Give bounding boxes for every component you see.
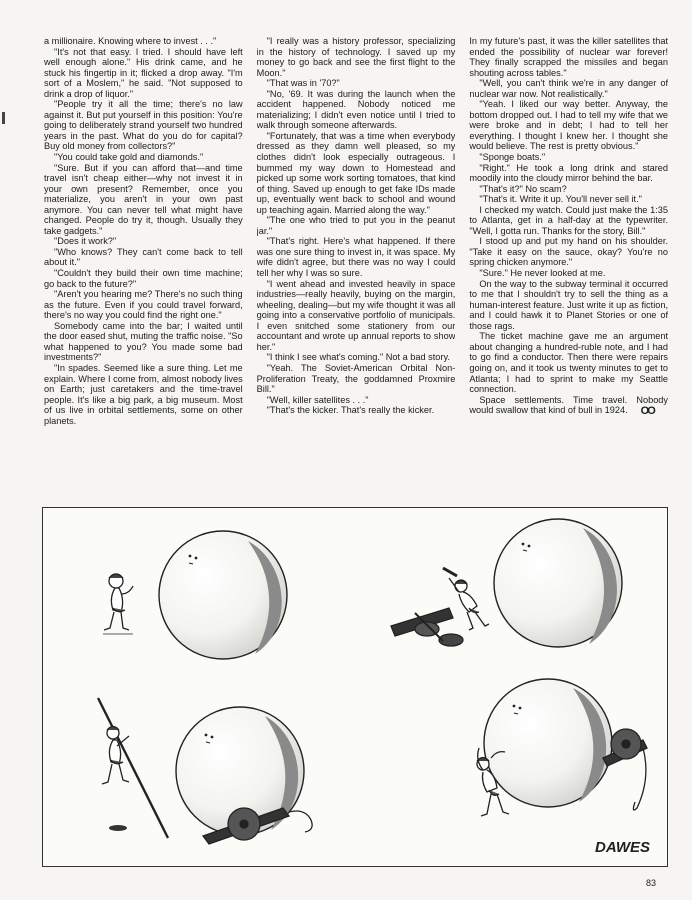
paragraph: "In spades. Seemed like a sure thing. Let me explain. Where I come from, almost nobody lives on Earth; just caretakers and the time-travel people. It's like a big park, a big museum. Most of us live in orbital settlements, some on other planets. bbox=[44, 362, 243, 426]
paragraph: In my future's past, it was the killer satellites that ended the possibility of nuclear war forever! They finally scrapped the missiles and began shouting across tables." bbox=[469, 36, 669, 78]
paragraph: "That's it. Write it up. You'll never sell it." bbox=[479, 194, 642, 205]
scene-caveman-looks-at-ball bbox=[103, 531, 287, 659]
paragraph: "Yeah. The Soviet-American Orbital Non-Proliferation Treaty, the goddamned Proxmire Bill." bbox=[256, 362, 456, 395]
paragraph: "Sponge boats." bbox=[479, 152, 546, 163]
paragraph: "Does it work?" bbox=[54, 236, 117, 247]
text-column-3 bbox=[469, 36, 668, 498]
paragraph: "I went ahead and invested heavily in space industries—really heavily, buying on the margin, wheeling, dealing—but my wife thought it was all going into a conservative portfolio of municipals. I even snitched some stationery from our accountant and wrote up annual reports to show her." bbox=[256, 278, 456, 352]
paragraph: "Fortunately, that was a time when everybody dressed as they damn well pleased, so my clothes didn't look especially outrageous. I bummed my way down to Homestead and picked up some work sorting tomatoes, that kind of thing. Saved up enough to get fake IDs made up, eventually went back to school and wound up teaching again. Married along the way." bbox=[256, 130, 456, 215]
paragraph: I checked my watch. Could just make the 1:35 to Atlanta, get in a half-day at the typewriter. "Well, I gotta run. Thanks for the story, Bill." bbox=[469, 204, 669, 236]
paragraph: "That's it?" No scam? bbox=[479, 183, 567, 194]
paragraph: "Well, killer satellites . . ." bbox=[266, 394, 369, 405]
scene-caveman-levers-ball bbox=[98, 698, 312, 844]
final-paragraph-text: Space settlements. Time travel. Nobody would swallow that kind of bull in 1924. bbox=[469, 394, 669, 416]
story-text bbox=[44, 36, 668, 498]
page-number: 83 bbox=[645, 878, 656, 888]
scene-caveman-builds-wheels bbox=[391, 519, 622, 647]
paragraph: "No, '69. It was during the launch when the accident happened. Nobody noticed me materializing; I didn't even notice until I tried to walk through someone afterwards. bbox=[256, 88, 456, 131]
paragraph: "Right." He took a long drink and stared moodily into the cloudy mirror behind the bar. bbox=[469, 162, 669, 184]
paragraph: "It's not that easy. I tried. I should have left well enough alone." His drink came, and he stuck his fingertip in it; flicked a drop away. "I'm sort of a Moslem," he said. "Not supposed to drink a drop of liquor." bbox=[44, 46, 243, 99]
paragraph: "People try it all the time; there's no law against it. But put yourself in this position: You're going to deliberately strand yourself two hundred years in the past. What do you do for capital? Buy old money from collectors?" bbox=[44, 99, 243, 152]
final-paragraph bbox=[469, 395, 668, 417]
paragraph: "Yeah. I liked our way better. Anyway, the bottom dropped out. I had to tell my wife that we were broke and in debt; I had to tell her everything. I thought I knew her. I thought she would believe. The rest is pretty obvious." bbox=[469, 99, 669, 152]
paragraph: "You could take gold and diamonds." bbox=[54, 152, 204, 163]
paragraph: Somebody came into the bar; I waited until the door eased shut, muting the traffic noise. "So what happened to you? You made some bad investments?" bbox=[44, 320, 243, 363]
paragraph: "Who knows? They can't come back to tell about it." bbox=[44, 246, 243, 268]
cartoon-panel bbox=[42, 507, 668, 867]
cart-parts-icon bbox=[391, 608, 463, 646]
paragraph: On the way to the subway terminal it occurred to me that I shouldn't try to sell the thing as a human-interest feature. Just write it up as fiction, and I could hawk it to Planet Stories or one of those rags. bbox=[469, 278, 669, 331]
paragraph: "Sure." He never looked at me. bbox=[479, 268, 606, 279]
caveman-hammering-icon bbox=[443, 568, 489, 630]
paragraph: "I think I see what's coming." Not a bad story. bbox=[266, 352, 450, 363]
paragraph: "I really was a history professor, specializing in the history of technology. I saved up my money to go back and see the first flight to the Moon." bbox=[256, 36, 456, 78]
text-column-2 bbox=[257, 36, 456, 498]
paragraph: "That was in '70?" bbox=[266, 78, 340, 89]
end-mark-icon: OO bbox=[640, 405, 654, 418]
paragraph: "That's right. Here's what happened. If there was one sure thing to invest in, it was space. My wife didn't agree, but there was no way I could tell her why I was so sure. bbox=[256, 236, 456, 279]
paragraph: "The one who tried to put you in the peanut jar." bbox=[256, 215, 456, 236]
artist-signature: DAWES bbox=[595, 839, 651, 856]
scene-caveman-carries-ball bbox=[477, 679, 647, 816]
text-column-1 bbox=[44, 36, 243, 498]
cartoon-illustration bbox=[43, 508, 667, 866]
margin-mark bbox=[2, 112, 5, 124]
paragraph: I stood up and put my hand on his shoulder. "Take it easy on the sauce, okay? You're no spring chicken anymore." bbox=[469, 236, 669, 268]
paragraph: "Sure. But if you can afford that—and time travel isn't cheap either—why not invest it in your own present? Remember, once you materialize, you aren't in your own past anymore. You can never tell what might have changed. People do try it, though. Usually they take gadgets." bbox=[44, 162, 243, 236]
caveman-with-lever-icon bbox=[98, 698, 168, 838]
caveman-figure-icon bbox=[104, 574, 133, 630]
paragraph: "Aren't you hearing me? There's no such thing as the future. Even if you could travel forward, there's no way you could find the right one." bbox=[44, 289, 243, 321]
paragraph: "Well, you can't think we're in any danger of nuclear war now. Not realistically." bbox=[469, 78, 669, 99]
paragraph: "Couldn't they build their own time machine; go back to the future?" bbox=[44, 268, 243, 289]
rock-icon bbox=[109, 825, 127, 831]
paragraph: The ticket machine gave me an argument about changing a hundred-ruble note, and I had to go find a conductor. Then there were repairs going on, and it took us twenty minutes to get to Atlanta; I had to sprint to make my Seattle connection. bbox=[469, 331, 669, 395]
paragraph: a millionaire. Knowing where to invest . . ." bbox=[44, 36, 217, 46]
paragraph: "That's the kicker. That's really the kicker. bbox=[266, 405, 435, 416]
